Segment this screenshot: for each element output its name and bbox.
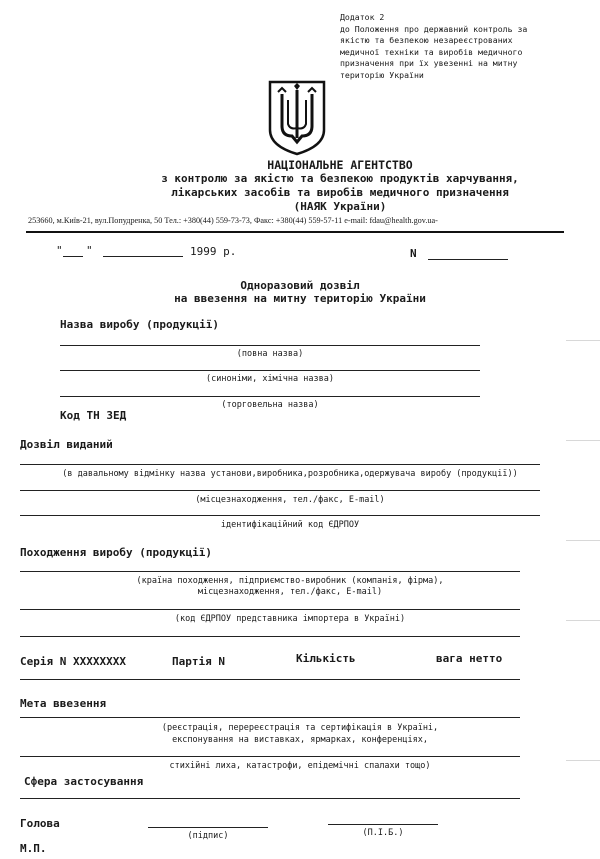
dative-caption: (в давальному відмінку назва установи,виробника,розробника,одержувача виробу (продукції)) [62,469,518,479]
origin-extra-field[interactable] [20,636,520,637]
annex-note [340,12,562,81]
product-synonyms-field[interactable] [60,370,480,371]
bleed-through-mark [566,540,600,541]
title-line: на ввезення на митну територію України [174,292,426,305]
bleed-through-mark [566,620,600,621]
annex-line: медичної техніки та виробів медичного [340,46,523,57]
day-field[interactable] [63,256,83,257]
country-caption: місцезнаходження, тел./факс, E-mail) [197,587,383,597]
agency-subtitle: (НАЯК України) [293,200,387,213]
id-caption: ідентифікаційний код ЄДРПОУ [220,520,360,530]
document-title [100,279,500,305]
agency-subtitle: лікарських засобів та виробів медичного призначення [171,186,509,199]
weight-label: вага нетто [436,652,503,665]
batch-label: Партія N [172,655,225,668]
origin-label: Походження виробу (продукції) [20,546,213,559]
quantity-label: Кількість [296,652,356,665]
title-line: Одноразовий дозвіл [240,279,360,292]
signature-field[interactable] [148,827,268,828]
header-rule [26,231,564,233]
date-quote-close: " [86,244,93,257]
purpose-label: Мета ввезення [20,697,107,710]
number-label: N [410,247,417,260]
purpose-caption: (реєстрація, перереєстрація та сертифікація в Україні, [161,723,439,733]
agency-subtitle: з контролю за якістю та безпекою продуктів харчування, [161,172,519,185]
agency-address: 253660, м.Київ-21, вул.Попудренка, 50 Тел.: +380(44) 559-73-73, Факс: +380(44) 559-57-11 e-mail: fdau@health.gov.ua- [28,216,438,225]
scope-label: Сфера застосування [24,775,144,788]
location-caption: (місцезнаходження, тел./факс, E-mail) [195,495,385,505]
permit-label: Дозвіл виданий [20,438,113,451]
agency-header [125,158,555,214]
date-quote-open: " [56,244,63,257]
annex-line: якістю та безпекою незареєстрованих [340,35,513,45]
bleed-through-mark [566,760,600,761]
importer-caption: (код ЄДРПОУ представника імпортера в Україні) [174,614,406,624]
number-field[interactable] [428,259,508,260]
annex-line: до Положення про державний контроль за [340,23,528,34]
bleed-through-mark [566,440,600,441]
permit-recipient-field[interactable] [20,464,540,465]
agency-name: НАЦІОНАЛЬНЕ АГЕНТСТВО [267,158,413,172]
origin-importer-field[interactable] [20,609,520,610]
signature-caption: (підпис) [187,831,229,841]
trade-name-caption: (торговельна назва) [221,400,319,410]
country-caption: (країна походження, підприємство-виробник (компанія, фірма), [136,576,444,586]
year-text: 1999 р. [190,245,237,258]
bleed-through-mark [566,340,600,341]
product-label: Назва виробу (продукції) [60,318,219,331]
code-label: Код ТН ЗЕД [60,409,127,422]
permit-location-field[interactable] [20,490,540,491]
purpose-field[interactable] [20,717,520,718]
head-label: Голова [20,817,60,830]
series-field[interactable] [20,679,520,680]
synonyms-caption: (синоніми, хімічна назва) [206,374,334,384]
origin-country-field[interactable] [20,571,520,572]
annex-title: Додаток 2 [340,12,385,22]
purpose-extra-field[interactable] [20,756,520,757]
purpose-caption: експонування на виставках, ярмарках, конференціях, [172,735,428,745]
purpose-caption: стихійні лиха, катастрофи, епідемічні спалахи тощо) [169,761,431,771]
full-name-caption: (повна назва) [236,349,304,359]
coat-of-arms-emblem [268,80,326,156]
product-full-name-field[interactable] [60,345,480,346]
annex-line: територію України [340,69,424,80]
permit-id-field[interactable] [20,515,540,516]
annex-line: призначення при їх увезенні на митну [340,58,518,68]
series-label: Серія N XXXXXXXX [20,655,126,668]
month-field[interactable] [103,256,183,257]
head-name-caption: (П.І.Б.) [362,828,404,838]
scope-field[interactable] [20,798,520,799]
stamp-label: М.П. [20,842,47,855]
full-name-field[interactable] [328,824,438,825]
product-trade-name-field[interactable] [60,396,480,397]
